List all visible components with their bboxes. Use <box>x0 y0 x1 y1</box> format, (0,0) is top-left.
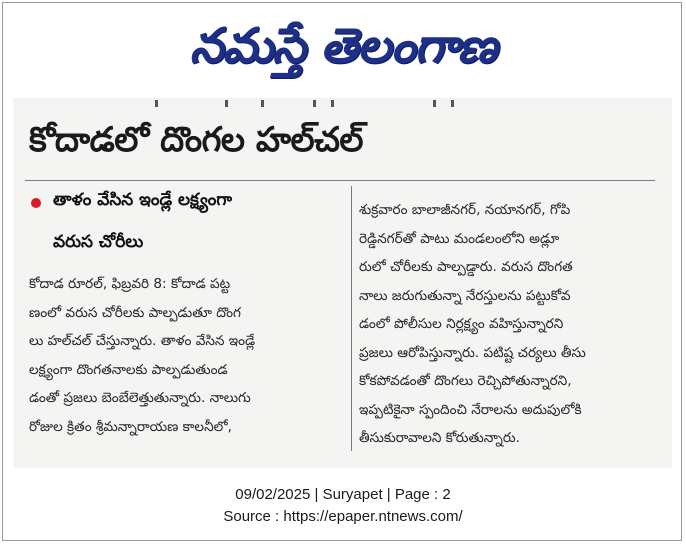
text-line: తీసుకురావాలని కోరుతున్నారు. <box>359 430 520 446</box>
text-line: నాలు జరుగుతున్నా నేరస్తులను పట్టుకోవ <box>359 287 571 304</box>
subheading-1: తాళం వేసిన ఇండ్లే లక్ష్యంగా <box>53 190 232 210</box>
column-divider <box>351 186 352 451</box>
article-headline: కోదాడలో దొంగల హల్‌చల్ <box>29 120 364 160</box>
text-line: డంలో పోలీసుల నిర్లక్ష్యం వహిస్తున్నారని <box>359 316 564 332</box>
footer-source: Source : https://epaper.ntnews.com/ <box>223 508 463 525</box>
text-line: రెడ్డినగర్‌తో పాటు మండలంలోని అడ్లూ <box>359 230 560 247</box>
text-line: డంతో ప్రజలు బెంబేలెత్తుతున్నారు. నాలుగు <box>29 390 251 406</box>
bullet-dot-icon <box>31 198 41 208</box>
text-line: ణంలో వరుస చోరీలకు పాల్పడుతూ దొంగ <box>29 304 241 321</box>
article-column-left <box>29 270 255 441</box>
masthead-title: నమస్తే తెలంగాణ <box>189 18 497 74</box>
text-line: ఇప్పటికైనా స్పందించి నేరాలను అదుపులోకి <box>359 401 582 418</box>
text-line: శుక్రవారం బాలాజీనగర్, నయానగర్, గోపి <box>359 202 571 218</box>
text-line: కోకపోవడంతో దొంగలు రెచ్చిపోతున్నారని, <box>359 373 572 389</box>
text-line: కోదాడ రూరల్, ఫిబ్రవరి 8: కోదాడ పట్ట <box>29 276 231 292</box>
text-line: రోజుల క్రితం శ్రీమన్నారాయణ కాలనీలో, <box>29 418 232 435</box>
clipped-text-fragment <box>13 98 672 110</box>
text-line: రులో చోరీలకు పాల్పడ్డారు. వరుస దొంగత <box>359 259 573 275</box>
headline-divider <box>25 180 655 181</box>
article-column-right <box>359 196 586 453</box>
text-line: ప్రజలు ఆరోపిస్తున్నారు. పటిష్ట చర్యలు తీసు <box>359 344 586 361</box>
text-line: లక్ష్యంగా దొంగతనాలకు పాల్పడుతుండ <box>29 361 228 378</box>
subheading-2: వరుస చోరీలు <box>53 232 144 252</box>
text-line: లు హల్‌చల్ చేస్తున్నారు. తాళం వేసిన ఇండ్లే <box>29 333 256 349</box>
footer-date-edition: 09/02/2025 | Suryapet | Page : 2 <box>235 486 451 503</box>
article-clipping <box>13 98 672 468</box>
masthead <box>0 6 686 86</box>
